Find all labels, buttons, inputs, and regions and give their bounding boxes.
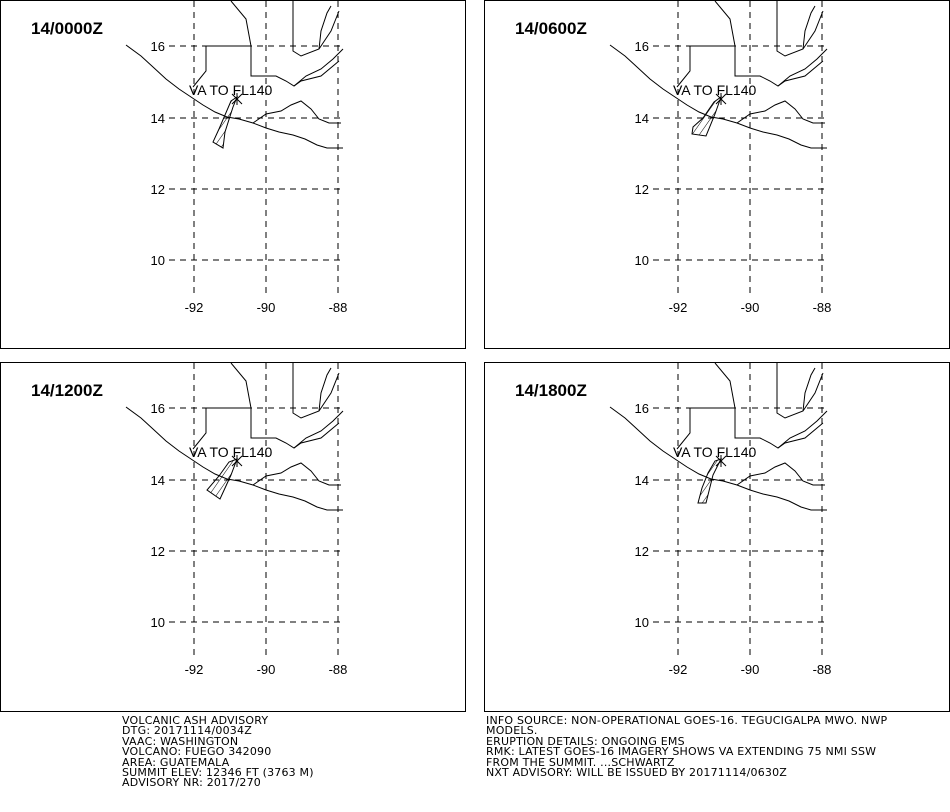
coastline [803,368,815,411]
latitude-tick-label: 10 [150,615,165,630]
advisory-line: SUMMIT ELEV: 12346 FT (3763 M) [122,766,314,780]
coastline [319,6,331,49]
country-border [690,408,823,448]
advisory-line: AREA: GUATEMALA [122,755,230,769]
latitude-tick-label: 12 [634,182,649,197]
longitude-tick-label: -90 [256,300,276,315]
coastline [778,49,827,86]
longitude-tick-label: -88 [328,662,348,677]
latitude-tick-label: 10 [634,253,649,268]
longitude-tick-label: -90 [740,662,760,677]
map-canvas [1,1,466,349]
longitude-tick-label: -92 [184,662,204,677]
longitude-tick-label: -92 [668,300,688,315]
country-border [193,408,206,449]
map-panel-0600z [484,0,950,349]
country-border [231,363,251,408]
advisory-line: RMK: LATEST GOES-16 IMAGERY SHOWS VA EXTENDING 75 NMI SSW [486,745,877,759]
latitude-tick-label: 16 [150,39,165,54]
country-border [677,408,690,449]
advisory-line: DTG: 20171114/0034Z [122,724,252,738]
valid-time-label: 14/0600Z [515,19,587,38]
map-canvas [485,363,950,712]
advisory-line: VOLCANIC ASH ADVISORY [122,714,269,727]
coastline [803,6,815,49]
latitude-tick-label: 14 [150,473,165,488]
country-border [193,46,206,87]
latitude-tick-label: 16 [634,401,649,416]
latitude-tick-label: 10 [634,615,649,630]
ash-cloud-polygon [698,459,721,503]
latitude-tick-label: 14 [634,111,649,126]
ash-height-label: VA TO FL140 [189,82,273,98]
latitude-tick-label: 14 [634,473,649,488]
latitude-tick-label: 12 [634,544,649,559]
longitude-tick-label: -88 [328,300,348,315]
advisory-line: INFO SOURCE: NON-OPERATIONAL GOES-16. TEGUCIGALPA MWO. NWP [486,714,888,727]
country-border [677,46,690,87]
advisory-line: MODELS. [486,724,538,738]
advisory-details-text [486,716,946,778]
country-border [777,363,823,418]
map-canvas [1,363,466,712]
country-border [715,363,735,408]
latitude-tick-label: 12 [150,544,165,559]
latitude-tick-label: 16 [150,401,165,416]
country-border [777,1,823,56]
longitude-tick-label: -88 [812,662,832,677]
ash-cloud-polygon [692,97,721,136]
valid-time-label: 14/1200Z [31,381,103,400]
country-border [206,408,339,448]
map-panel-1200z [0,362,466,712]
map-panel-1800z [484,362,950,712]
valid-time-label: 14/1800Z [515,381,587,400]
latitude-tick-label: 10 [150,253,165,268]
map-panel-0000z [0,0,466,349]
advisory-header-text [122,716,462,789]
country-border [293,363,339,418]
coastline [294,49,343,86]
coastline [319,368,331,411]
coastline [294,411,343,448]
ash-cloud-polygon [213,97,237,148]
valid-time-label: 14/0000Z [31,19,103,38]
longitude-tick-label: -90 [740,300,760,315]
advisory-line: ADVISORY NR: 2017/270 [122,776,261,790]
longitude-tick-label: -88 [812,300,832,315]
country-border [231,1,251,46]
latitude-tick-label: 14 [150,111,165,126]
longitude-tick-label: -92 [668,662,688,677]
ash-height-label: VA TO FL140 [673,444,757,460]
country-border [206,46,339,86]
advisory-line: FROM THE SUMMIT. ...SCHWARTZ [486,755,675,769]
advisory-line: ERUPTION DETAILS: ONGOING EMS [486,734,685,748]
country-border [690,46,823,86]
longitude-tick-label: -92 [184,300,204,315]
advisory-line: NXT ADVISORY: WILL BE ISSUED BY 20171114/0630Z [486,766,788,780]
country-border [293,1,339,56]
advisory-line: VAAC: WASHINGTON [122,734,239,748]
advisory-line: VOLCANO: FUEGO 342090 [122,745,272,759]
latitude-tick-label: 12 [150,182,165,197]
coastline [778,411,827,448]
map-canvas [485,1,950,349]
latitude-tick-label: 16 [634,39,649,54]
country-border [715,1,735,46]
ash-cloud-polygon [207,459,237,499]
longitude-tick-label: -90 [256,662,276,677]
ash-height-label: VA TO FL140 [673,82,757,98]
ash-height-label: VA TO FL140 [189,444,273,460]
